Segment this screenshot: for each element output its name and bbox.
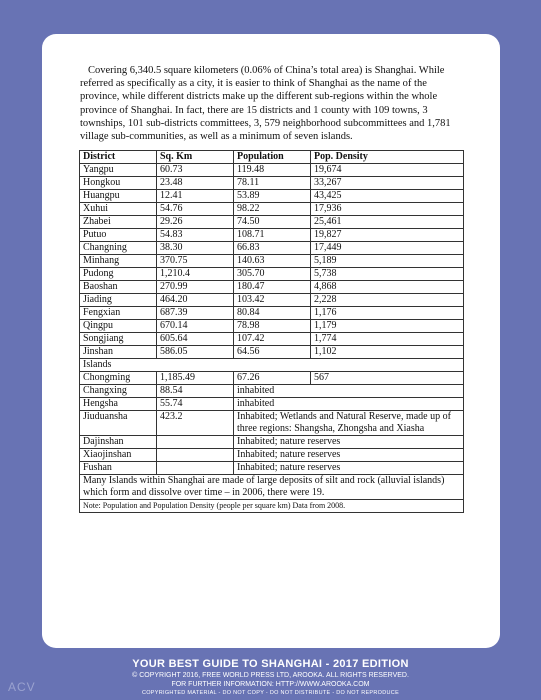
island-area: 88.54 bbox=[157, 385, 234, 398]
district-density: 1,179 bbox=[311, 320, 464, 333]
table-row bbox=[80, 320, 464, 333]
district-population: 98.22 bbox=[234, 203, 311, 216]
island-area bbox=[157, 462, 234, 475]
islands-footnote: Many Islands within Shanghai are made of large deposits of silt and rock (alluvial islands) which form and dissolve over time – in 2006, there were 19. bbox=[80, 475, 464, 500]
district-density: 5,189 bbox=[311, 255, 464, 268]
district-area: 370.75 bbox=[157, 255, 234, 268]
header-area: Sq. Km bbox=[157, 151, 234, 164]
district-area: 38.30 bbox=[157, 242, 234, 255]
district-population: 103.42 bbox=[234, 294, 311, 307]
page-footer bbox=[0, 658, 541, 697]
island-name: Hengsha bbox=[80, 398, 157, 411]
district-area: 605.64 bbox=[157, 333, 234, 346]
island-rows bbox=[80, 385, 464, 475]
island-name: Dajinshan bbox=[80, 436, 157, 449]
island-area bbox=[157, 436, 234, 449]
district-name: Minhang bbox=[80, 255, 157, 268]
district-name: Qingpu bbox=[80, 320, 157, 333]
islands-heading-row bbox=[80, 359, 464, 372]
district-density: 19,674 bbox=[311, 164, 464, 177]
district-population: 74.50 bbox=[234, 216, 311, 229]
island-area: 55.74 bbox=[157, 398, 234, 411]
table-row bbox=[80, 281, 464, 294]
district-density: 43,425 bbox=[311, 190, 464, 203]
table-row bbox=[80, 346, 464, 359]
island-note: Inhabited; nature reserves bbox=[234, 462, 464, 475]
table-row bbox=[80, 398, 464, 411]
district-rows bbox=[80, 164, 464, 359]
island-note: Inhabited; nature reserves bbox=[234, 436, 464, 449]
table-row bbox=[80, 177, 464, 190]
district-name: Fengxian bbox=[80, 307, 157, 320]
district-area: 270.99 bbox=[157, 281, 234, 294]
district-name: Pudong bbox=[80, 268, 157, 281]
district-name: Xuhui bbox=[80, 203, 157, 216]
district-name: Baoshan bbox=[80, 281, 157, 294]
district-area: 586.05 bbox=[157, 346, 234, 359]
district-name: Jiading bbox=[80, 294, 157, 307]
table-row bbox=[80, 216, 464, 229]
district-density: 19,827 bbox=[311, 229, 464, 242]
district-population: 108.71 bbox=[234, 229, 311, 242]
district-name: Zhabei bbox=[80, 216, 157, 229]
district-population: 305.70 bbox=[234, 268, 311, 281]
district-table bbox=[79, 150, 464, 513]
footer-copyright: © COPYRIGHT 2016, FREE WORLD PRESS LTD, AROOKA. ALL RIGHTS RESERVED. bbox=[132, 672, 409, 679]
island-note: inhabited bbox=[234, 385, 464, 398]
district-population: 53.89 bbox=[234, 190, 311, 203]
district-population: 64.56 bbox=[234, 346, 311, 359]
intro-paragraph: Covering 6,340.5 square kilometers (0.06% of China’s total area) is Shanghai. While referred as specifically as a city, it is easier to think of Shanghai as the name of the province, while different districts make up the different sub-regions within the whole province of Shanghai. In fact, there are 15 districts and 1 county with 109 towns, 3 townships, 101 sub-districts committees, 3, 579 neighborhood subcommittees and 1,781 village sub-communities, as well as a minimum of seven islands. bbox=[80, 65, 451, 143]
district-area: 23.48 bbox=[157, 177, 234, 190]
island-name: Changxing bbox=[80, 385, 157, 398]
islands-heading: Islands bbox=[80, 359, 464, 372]
table-row bbox=[80, 255, 464, 268]
district-density: 2,228 bbox=[311, 294, 464, 307]
district-density: 1,774 bbox=[311, 333, 464, 346]
district-area: 29.26 bbox=[157, 216, 234, 229]
watermark-text: ACV bbox=[8, 680, 36, 694]
table-row bbox=[80, 333, 464, 346]
district-population: 80.84 bbox=[234, 307, 311, 320]
district-population: 78.98 bbox=[234, 320, 311, 333]
footer-info: FOR FURTHER INFORMATION: HTTP://WWW.AROOKA.COM bbox=[171, 681, 370, 688]
table-row bbox=[80, 449, 464, 462]
footer-warning: COPYRIGHTED MATERIAL - DO NOT COPY - DO NOT DISTRIBUTE - DO NOT REPRODUCE bbox=[141, 690, 400, 696]
island-population: 67.26 bbox=[234, 372, 311, 385]
district-population: 180.47 bbox=[234, 281, 311, 294]
island-name: Xiaojinshan bbox=[80, 449, 157, 462]
source-note: Note: Population and Population Density (people per square km) Data from 2008. bbox=[80, 500, 464, 513]
district-population: 66.83 bbox=[234, 242, 311, 255]
table-row bbox=[80, 436, 464, 449]
district-area: 1,210.4 bbox=[157, 268, 234, 281]
district-name: Hongkou bbox=[80, 177, 157, 190]
island-name: Chongming bbox=[80, 372, 157, 385]
island-area bbox=[157, 449, 234, 462]
table-row bbox=[80, 229, 464, 242]
island-note: Inhabited; Wetlands and Natural Reserve, made up of three regions: Shangsha, Zhongsha and Xiasha bbox=[234, 411, 464, 436]
district-area: 687.39 bbox=[157, 307, 234, 320]
table-row bbox=[80, 411, 464, 436]
table-row bbox=[80, 372, 464, 385]
table-header bbox=[80, 151, 464, 164]
table-row bbox=[80, 268, 464, 281]
district-density: 1,176 bbox=[311, 307, 464, 320]
district-density: 5,738 bbox=[311, 268, 464, 281]
district-density: 4,868 bbox=[311, 281, 464, 294]
island-note: Inhabited; nature reserves bbox=[234, 449, 464, 462]
district-area: 54.83 bbox=[157, 229, 234, 242]
table-row bbox=[80, 242, 464, 255]
header-district: District bbox=[80, 151, 157, 164]
district-density: 17,936 bbox=[311, 203, 464, 216]
table-notes bbox=[80, 475, 464, 513]
district-area: 670.14 bbox=[157, 320, 234, 333]
district-name: Jinshan bbox=[80, 346, 157, 359]
source-row bbox=[80, 500, 464, 513]
header-density: Pop. Density bbox=[311, 151, 464, 164]
islands-section bbox=[80, 359, 464, 385]
district-area: 464.20 bbox=[157, 294, 234, 307]
district-density: 25,461 bbox=[311, 216, 464, 229]
district-name: Yangpu bbox=[80, 164, 157, 177]
district-density: 1,102 bbox=[311, 346, 464, 359]
document-page bbox=[42, 34, 500, 648]
island-name: Jiuduansha bbox=[80, 411, 157, 436]
table-row bbox=[80, 203, 464, 216]
island-area: 1,185.49 bbox=[157, 372, 234, 385]
district-population: 119.48 bbox=[234, 164, 311, 177]
district-area: 60.73 bbox=[157, 164, 234, 177]
district-density: 17,449 bbox=[311, 242, 464, 255]
island-area: 423.2 bbox=[157, 411, 234, 436]
district-area: 12.41 bbox=[157, 190, 234, 203]
district-name: Huangpu bbox=[80, 190, 157, 203]
district-name: Changning bbox=[80, 242, 157, 255]
district-name: Songjiang bbox=[80, 333, 157, 346]
island-note: inhabited bbox=[234, 398, 464, 411]
island-name: Fushan bbox=[80, 462, 157, 475]
district-population: 78.11 bbox=[234, 177, 311, 190]
header-population: Population bbox=[234, 151, 311, 164]
district-population: 107.42 bbox=[234, 333, 311, 346]
table-row bbox=[80, 190, 464, 203]
district-area: 54.76 bbox=[157, 203, 234, 216]
table-row bbox=[80, 462, 464, 475]
district-name: Putuo bbox=[80, 229, 157, 242]
footer-title: YOUR BEST GUIDE TO SHANGHAI - 2017 EDITION bbox=[132, 658, 409, 670]
table-row bbox=[80, 385, 464, 398]
district-population: 140.63 bbox=[234, 255, 311, 268]
island-density: 567 bbox=[311, 372, 464, 385]
district-density: 33,267 bbox=[311, 177, 464, 190]
table-row bbox=[80, 164, 464, 177]
footnote-row bbox=[80, 475, 464, 500]
table-row bbox=[80, 307, 464, 320]
table-row bbox=[80, 294, 464, 307]
